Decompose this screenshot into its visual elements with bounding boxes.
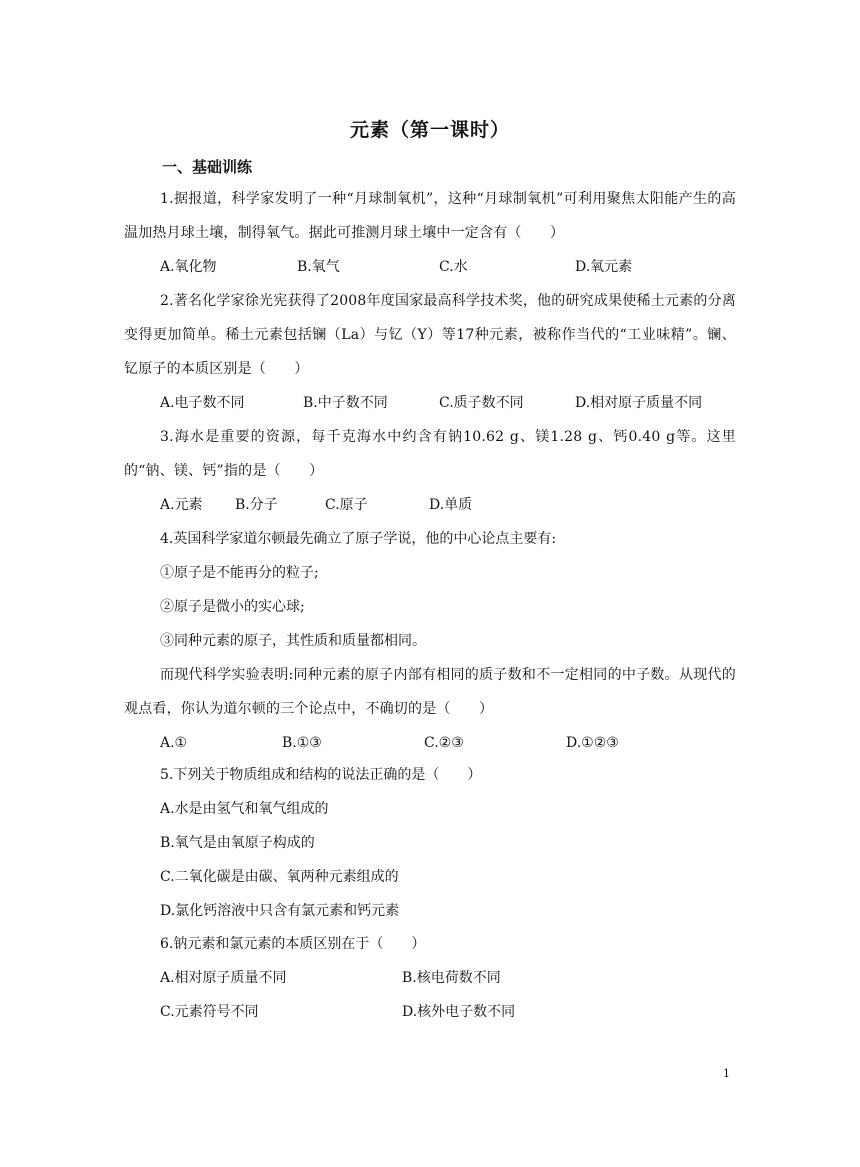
option-b: B.氧气 (297, 259, 340, 275)
question-4-point-1: ①原子是不能再分的粒子; (160, 565, 319, 581)
option-a: A.相对原子质量不同 (160, 970, 287, 986)
option-a: A.元素 (160, 497, 203, 513)
question-4-point-3: ③同种元素的原子，其性质和质量都相同。 (160, 633, 426, 649)
option-b: B.氧气是由氧原子构成的 (160, 835, 315, 851)
question-4-point-2: ②原子是微小的实心球; (160, 599, 305, 615)
option-d: D.核外电子数不同 (402, 1004, 516, 1020)
option-b: B.①③ (282, 735, 322, 751)
question-4-modern-view: 而现代科学实验表明:同种元素的原子内部有相同的质子数和不一定相同的中子数。从现代的观点看，你认为道尔顿的三个论点中，不确切的是（ ） (124, 667, 736, 717)
option-c: C.水 (439, 259, 468, 275)
option-c: C.元素符号不同 (160, 1004, 259, 1020)
question-4-options (124, 726, 736, 760)
option-c: C.二氧化碳是由碳、氧两种元素组成的 (160, 869, 399, 885)
option-b: B.核电荷数不同 (402, 970, 501, 986)
question-3-options (124, 488, 736, 522)
question-5-stem: 5.下列关于物质组成和结构的说法正确的是（ ） (160, 767, 482, 783)
question-1-stem: 1.据报道，科学家发明了一种“月球制氧机”，这种“月球制氧机”可利用聚焦太阳能产生的高温加热月球土壤，制得氧气。据此可推测月球土壤中一定含有（ ） (124, 191, 736, 241)
option-c: C.原子 (325, 497, 368, 513)
question-3 (124, 420, 736, 522)
page-number: 1 (723, 1067, 730, 1080)
question-5 (124, 758, 736, 928)
option-c: C.②③ (424, 735, 464, 751)
option-d: D.①②③ (566, 735, 619, 751)
question-3-stem: 3.海水是重要的资源，每千克海水中约含有钠10.62 g、镁1.28 g、钙0.40 g等。这里的“钠、镁、钙”指的是（ ） (124, 429, 736, 479)
option-b: B.中子数不同 (303, 395, 388, 411)
question-1-options (124, 250, 736, 284)
section-heading: 一、基础训练 (162, 158, 253, 176)
question-4 (124, 522, 736, 760)
option-d: D.氯化钙溶液中只含有氯元素和钙元素 (160, 903, 400, 919)
option-a: A.电子数不同 (160, 395, 245, 411)
option-d: D.单质 (429, 497, 473, 513)
document-title: 元素（第一课时） (349, 119, 510, 141)
question-4-stem: 4.英国科学家道尔顿最先确立了原子学说，他的中心论点主要有: (160, 531, 557, 547)
option-a: A.氧化物 (160, 259, 217, 275)
option-b: B.分子 (235, 497, 278, 513)
option-a: A.水是由氢气和氧气组成的 (160, 801, 329, 817)
question-6-options-row-1 (124, 961, 736, 995)
question-1 (124, 182, 736, 284)
option-c: C.质子数不同 (439, 395, 524, 411)
question-6-stem: 6.钠元素和氯元素的本质区别在于（ ） (160, 936, 426, 952)
option-a: A.① (160, 735, 188, 751)
question-2 (124, 284, 736, 420)
question-2-stem: 2.著名化学家徐光宪获得了2008年度国家最高科学技术奖，他的研究成果使稀土元素的分离变得更加简单。稀土元素包括镧（La）与钇（Y）等17种元素，被称作当代的“工业味精”。镧、钇原子的本质区别是（ ） (124, 293, 736, 377)
option-d: D.相对原子质量不同 (575, 395, 703, 411)
question-6-options-row-2 (124, 995, 736, 1029)
question-6 (124, 927, 736, 1029)
option-d: D.氧元素 (575, 259, 633, 275)
question-2-options (124, 386, 736, 420)
